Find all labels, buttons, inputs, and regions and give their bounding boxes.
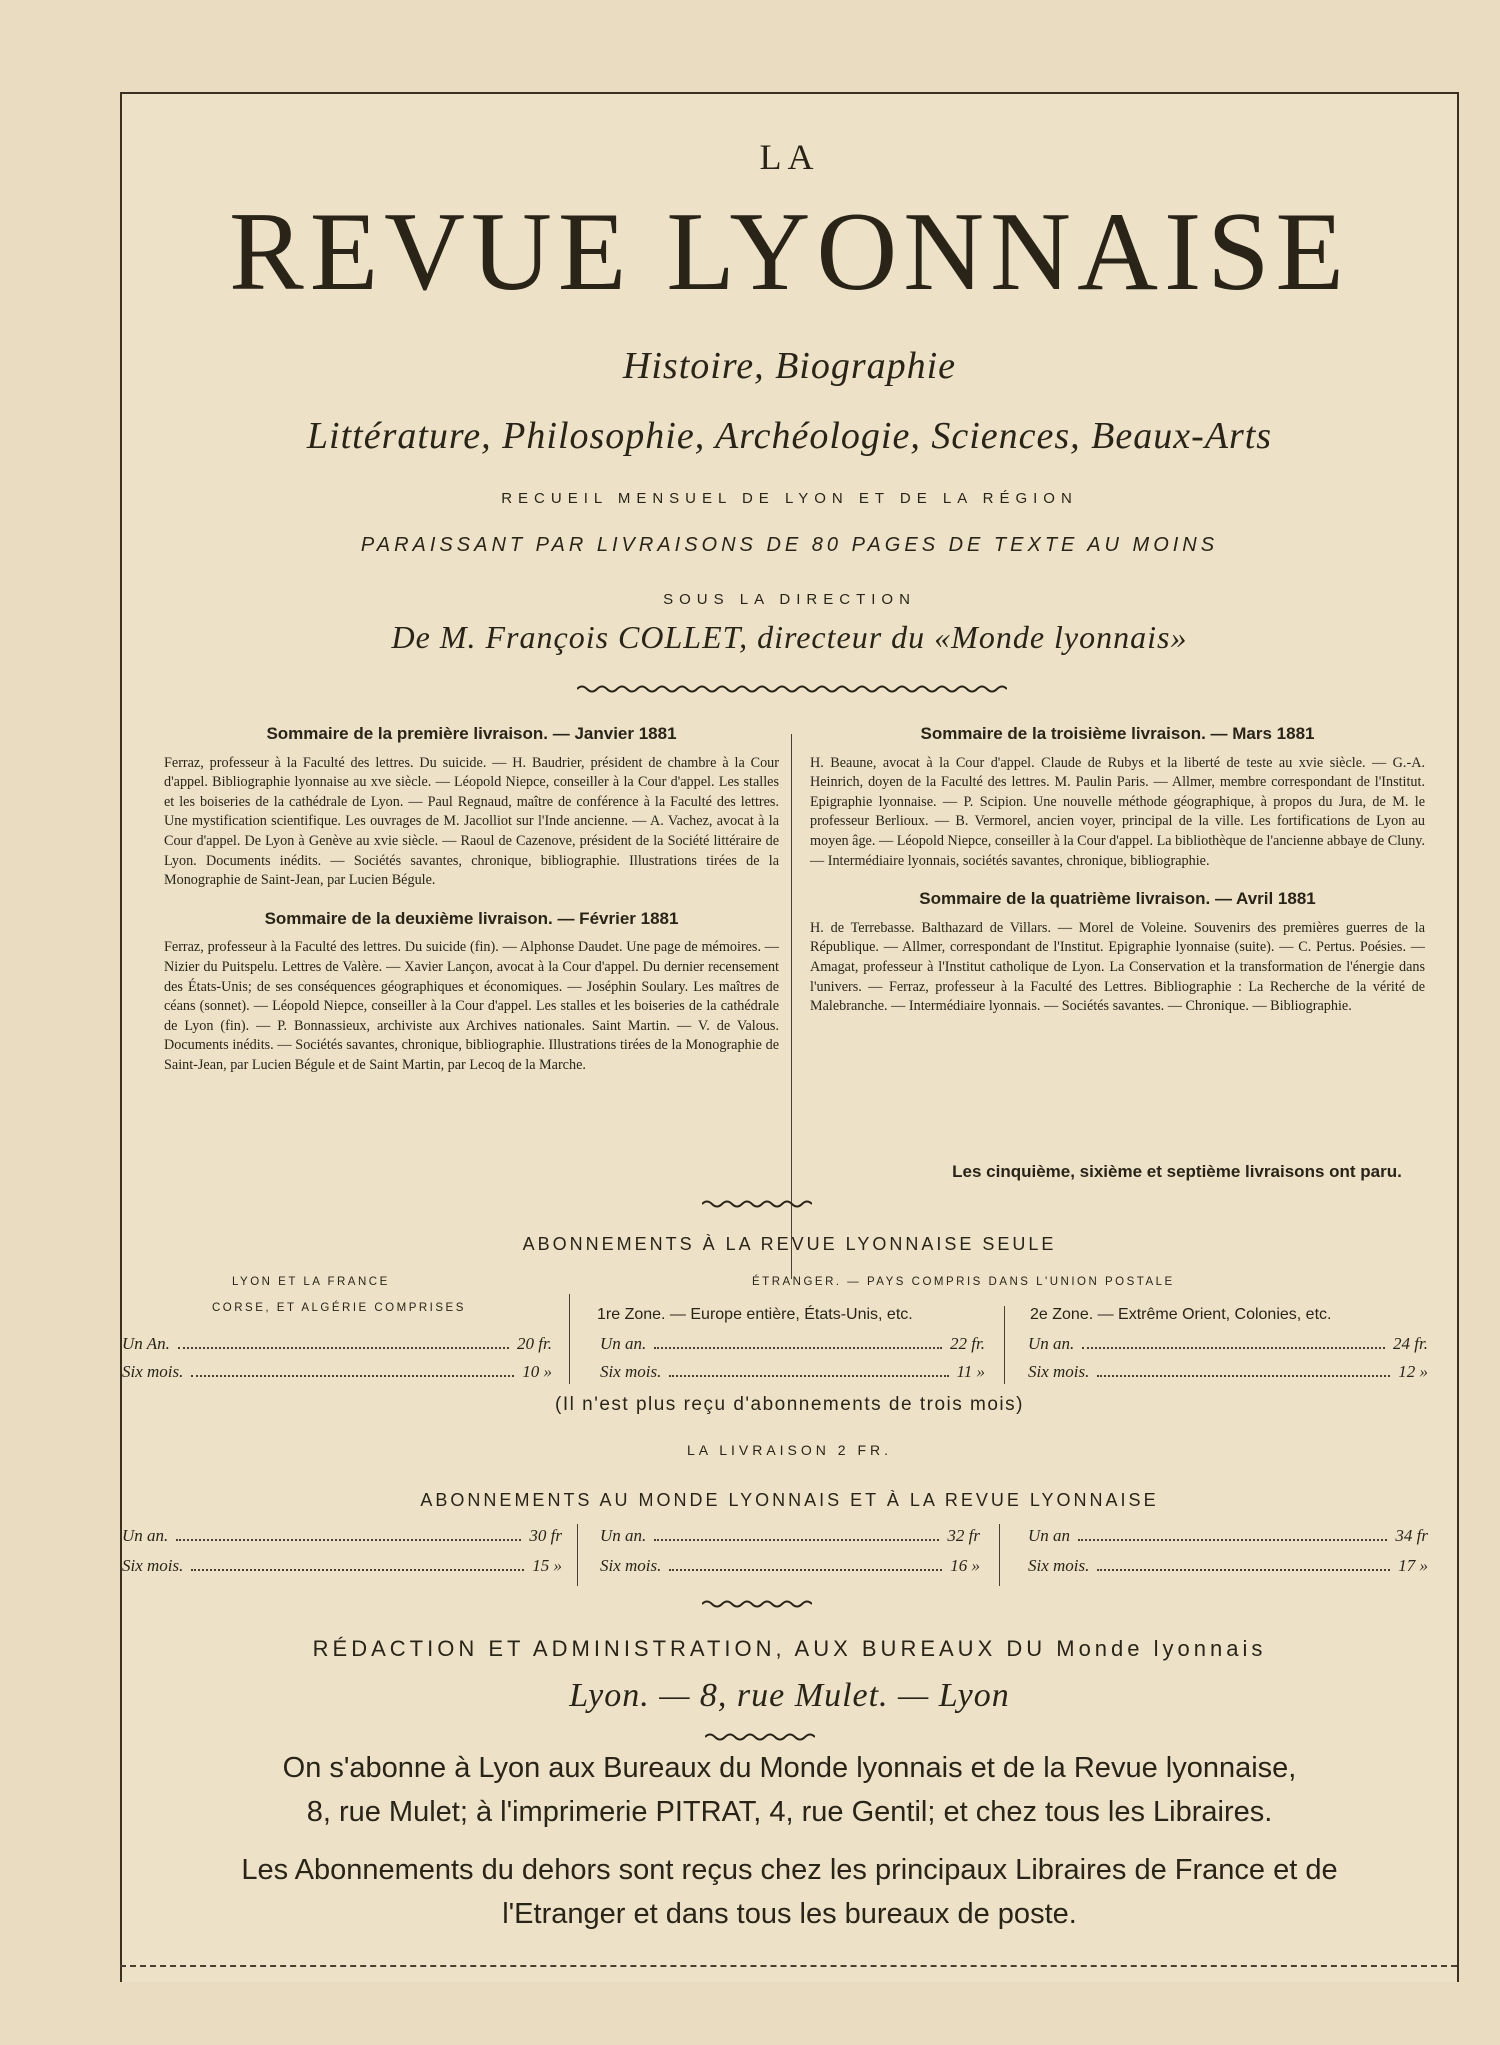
price-value: 24 fr.: [1393, 1334, 1428, 1353]
price-label: Un An.: [122, 1334, 170, 1353]
ornament-wave-small-3: [705, 1732, 815, 1742]
redaction-line: RÉDACTION ET ADMINISTRATION, AUX BUREAUX DU Monde lyonnais: [312, 1636, 1267, 1661]
corse-algerie-heading: CORSE, ET ALGÉRIE COMPRISES: [212, 1302, 466, 1314]
bottom-rule: [120, 1965, 1457, 1967]
price-value: 34 fr: [1395, 1526, 1428, 1545]
masthead-title: REVUE LYONNAISE: [229, 190, 1350, 314]
abonnement-divider-1: [569, 1294, 570, 1384]
price-row-zone2-six: [1028, 1362, 1428, 1382]
ornament-wave-small-2: [702, 1599, 812, 1609]
price-row-zone1-six: [600, 1362, 985, 1382]
sommaire-2-text: Ferraz, professeur à la Faculté des lettres. Du suicide (fin). — Alphonse Daudet. Une page de mémoires. — Nizier du Puitspelu. Lettres de Valère. — Xavier Lançon, avocat à la Cour d'appel. Du dernier recensement des États-Unis; de ses conséquences géographiques et économiques. — Joséphin Soulary. Les maîtres de céans (sonnet). — Léopold Niepce, conseiller à la Cour d'appel. Les stalles et les boiseries de la cathédrale de Lyon (fin). — P. Bonnassieux, archiviste aux Archives nationales. Saint Martin. — V. de Valous. Documents inédits. — Sociétés savantes, chronique, bibliographie. Illustrations tirées de la Monographie de Saint-Jean, par Lucien Bégule et de Saint Martin, par Lecoq de la Marche.: [164, 939, 779, 1073]
address-line: Lyon. — 8, rue Mulet. — Lyon: [569, 1677, 1010, 1714]
price-value: 12 »: [1398, 1362, 1428, 1381]
price-label: Six mois.: [122, 1362, 184, 1381]
leader-dots: [1078, 1526, 1387, 1541]
leader-dots: [1082, 1334, 1385, 1349]
price2-row-1-year: [122, 1526, 562, 1546]
trois-mois-note: (Il n'est plus reçu d'abonnements de trois mois): [555, 1394, 1024, 1415]
abonnements-combined-title: ABONNEMENTS AU MONDE LYONNAIS ET À LA REVUE LYONNAISE: [420, 1490, 1159, 1510]
etranger-heading: ÉTRANGER. — PAYS COMPRIS DANS L'UNION POSTALE: [752, 1276, 1175, 1288]
price-value: 20 fr.: [517, 1334, 552, 1353]
leader-dots: [178, 1334, 509, 1349]
ornament-wave-small-1: [702, 1199, 812, 1209]
price-label: Un an: [1028, 1526, 1071, 1545]
zone-2-label: 2e Zone. — Extrême Orient, Colonies, etc.: [1030, 1306, 1332, 1323]
price-value: 32 fr: [947, 1526, 980, 1545]
price2-row-3-six: [1028, 1556, 1428, 1576]
lyon-france-heading: LYON ET LA FRANCE: [232, 1276, 390, 1288]
sommaire-1-text: Ferraz, professeur à la Faculté des lettres. Du suicide. — H. Baudrier, président de chambre à la Cour d'appel. Bibliographie lyonnaise au xve siècle. — Léopold Niepce, conseiller à la Cour d'appel. Les stalles et les boiseries de la cathédrale de Lyon. — Paul Regnaud, maître de conférence à la Faculté des lettres. Une mystification scientifique. Les ouvrages de M. Jacolliot sur l'Inde ancienne. — A. Vachez, avocat à la Cour d'appel. De Lyon à Genève au xvie siècle. — Raoul de Cazenove, président de la Société littéraire de Lyon. Documents inédits. — Sociétés savantes, chronique, bibliographie. Illustrations tirées de la Monographie de Saint-Jean, par Lucien Bégule.: [164, 754, 779, 889]
leader-dots: [191, 1556, 524, 1571]
recueil-line: RECUEIL MENSUEL DE LYON ET DE LA RÉGION: [501, 490, 1078, 507]
price-value: 11 »: [956, 1362, 985, 1381]
price2-row-2-year: [600, 1526, 980, 1546]
sommaire-2-title: Sommaire de la deuxième livraison. — Février 1881: [264, 908, 679, 928]
price-label: Six mois.: [1028, 1556, 1090, 1575]
sommaire-4-title: Sommaire de la quatrième livraison. — Avril 1881: [919, 889, 1316, 909]
price-label: Six mois.: [1028, 1362, 1090, 1381]
price-value: 15 »: [532, 1556, 562, 1575]
price-row-lyon-year: [122, 1334, 552, 1354]
sous-direction-line: SOUS LA DIRECTION: [663, 591, 916, 608]
leader-dots: [176, 1526, 521, 1541]
column-divider: [791, 734, 792, 1279]
zone-1-label: 1re Zone. — Europe entière, États-Unis, etc.: [597, 1306, 913, 1323]
leader-dots: [669, 1556, 942, 1571]
subscription-line-3: Les Abonnements du dehors sont reçus chez les principaux Libraires de France et de: [241, 1854, 1338, 1886]
price-row-lyon-six: [122, 1362, 552, 1382]
leader-dots: [1097, 1362, 1390, 1377]
price-value: 22 fr.: [950, 1334, 985, 1353]
leader-dots: [191, 1362, 514, 1377]
subscription-line-4: l'Etranger et dans tous les bureaux de poste.: [502, 1898, 1077, 1930]
leader-dots: [1097, 1556, 1390, 1571]
sommaire-3-title: Sommaire de la troisième livraison. — Mars 1881: [920, 724, 1315, 743]
abonnement2-divider-2: [999, 1524, 1000, 1586]
price2-row-3-year: [1028, 1526, 1428, 1546]
sommaire-1-title: Sommaire de la première livraison. — Janvier 1881: [266, 724, 677, 743]
price-value: 30 fr: [529, 1526, 562, 1545]
sommaire-3-text: H. Beaune, avocat à la Cour d'appel. Claude de Rubys et la liberté de teste au xvie siècle. — G.-A. Heinrich, doyen de la Faculté des lettres. M. Paulin Paris. — Allmer, membre correspondant de l'Institut. Epigraphie lyonnaise. — P. Scipion. Une nouvelle méthode géographique, à propos du Jura, de M. le professeur Berlioux. — B. Vermorel, ancien voyer, principal de la ville. Les fortifications de Lyon au moyen âge. — Léopold Niepce, conseiller à la Cour d'appel. La bibliothèque de l'ancienne abbaye de Cluny. — Intermédiaire lyonnais, sociétés savantes, chronique, bibliographie.: [810, 754, 1425, 869]
price-label: Un an.: [1028, 1334, 1075, 1353]
paraissant-line: PARAISSANT PAR LIVRAISONS DE 80 PAGES DE TEXTE AU MOINS: [360, 534, 1219, 556]
price-value: 10 »: [522, 1362, 552, 1381]
price-label: Six mois.: [122, 1556, 184, 1575]
abonnement2-divider-1: [577, 1524, 578, 1586]
price-row-zone2-year: [1028, 1334, 1428, 1354]
abonnement-divider-2: [1004, 1306, 1005, 1384]
page-frame: [120, 92, 1459, 1982]
price2-row-1-six: [122, 1556, 562, 1576]
masthead-la: LA: [759, 137, 820, 177]
leader-dots: [654, 1334, 942, 1349]
price-label: Un an.: [600, 1334, 647, 1353]
price-row-zone1-year: [600, 1334, 985, 1354]
price-value: 16 »: [950, 1556, 980, 1575]
subscription-line-2: 8, rue Mulet; à l'imprimerie PITRAT, 4, rue Gentil; et chez tous les Libraires.: [306, 1796, 1273, 1828]
livraison-price: LA LIVRAISON 2 FR.: [686, 1442, 893, 1458]
price-label: Six mois.: [600, 1556, 662, 1575]
sommaire-column-left: [164, 724, 779, 1094]
subtitle-topics: Littérature, Philosophie, Archéologie, Sciences, Beaux-Arts: [306, 415, 1273, 457]
sommaire-4-text: H. de Terrebasse. Balthazard de Villars. — Morel de Voleine. Souvenirs des premières guerres de la République. — Allmer, correspondant de l'Institut. Epigraphie lyonnaise (suite). — C. Pertus. Poésies. — Amagat, professeur à l'Institut catholique de Lyon. La Conservation et la transformation de l'énergie dans l'univers. — Ferraz, professeur à la Faculté des Lettres. Bibliographie : La Recherche de la vérité de Malebranche. — Intermédiaire lyonnais. — Sociétés savantes. — Chronique. — Bibliographie.: [810, 919, 1425, 1015]
price-label: Six mois.: [600, 1362, 662, 1381]
paru-notice: Les cinquième, sixième et septième livraisons ont paru.: [952, 1162, 1402, 1181]
ornament-wave-divider: [577, 684, 1007, 694]
price-value: 17 »: [1398, 1556, 1428, 1575]
leader-dots: [654, 1526, 939, 1541]
sommaire-column-right: [810, 724, 1425, 1035]
subscription-line-1: On s'abonne à Lyon aux Bureaux du Monde lyonnais et de la Revue lyonnaise,: [282, 1752, 1297, 1784]
price-label: Un an.: [122, 1526, 169, 1545]
price2-row-2-six: [600, 1556, 980, 1576]
leader-dots: [669, 1362, 948, 1377]
director-line: De M. François COLLET, directeur du «Monde lyonnais»: [391, 619, 1188, 655]
abonnements-title: ABONNEMENTS À LA REVUE LYONNAISE SEULE: [522, 1234, 1057, 1254]
price-label: Un an.: [600, 1526, 647, 1545]
subtitle-history: Histoire, Biographie: [622, 345, 957, 387]
